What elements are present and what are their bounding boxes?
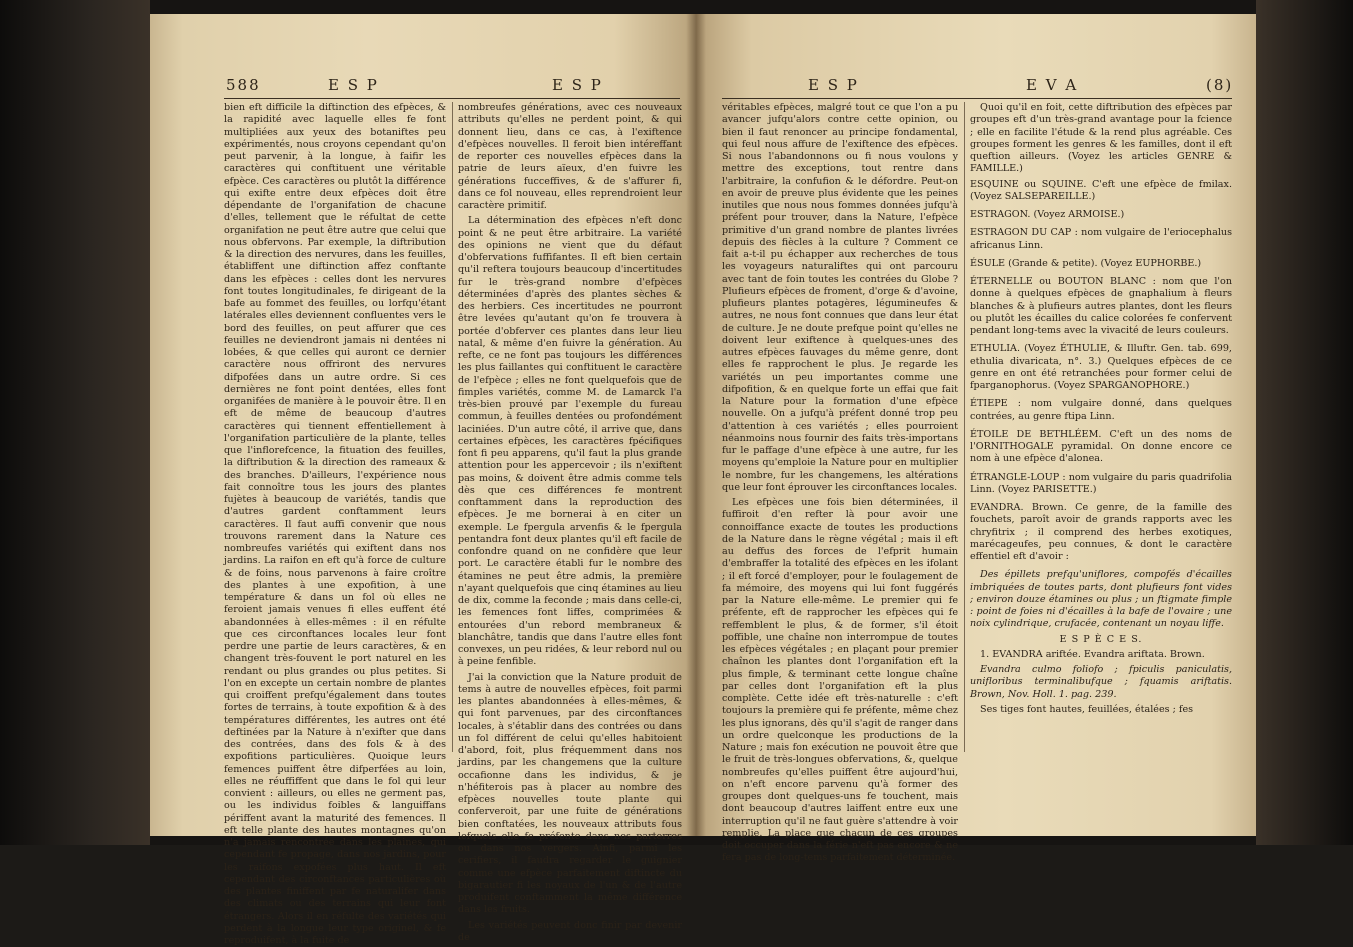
text-column-right <box>970 102 1232 752</box>
text-column-left <box>224 102 446 946</box>
book-gutter <box>686 14 706 836</box>
dictionary-entry: ÉTIEPE : nom vulgaire donné, dans quelques contrées, au genre ftipa Linn. <box>970 398 1232 422</box>
dictionary-entry: ESTRAGON DU CAP : nom vulgaire de l'eriocephalus africanus Linn. <box>970 227 1232 251</box>
running-head: E S P <box>328 76 379 94</box>
genus-character: Des épillets prefqu'uniflores, compofés d'écailles imbriquées de toutes parts, dont plufieurs font vides ; environ douze étamines ou plus ; un ftigmate fimple : point de foies ni d'écailles à la bafe de l'ovaire ; une noix cylindrique, crufacée, contenant un noyau liffe. <box>970 569 1232 630</box>
paragraph: véritables efpèces, malgré tout ce que l'on a pu avancer jufqu'alors contre cette opinion, ou bien il faut renoncer au principe fondamental, qui feul nous affure de l'exiftence des efpèces. Si nous l'abandonnons ou fi nous voulons y mettre des exceptions, tout rentre dans l'arbitraire, la confufion & le défordre. Peut-on en avoir de preuve plus évidente que les peines inutiles que nous nous fommes données jufqu'à préfent pour trouver, dans la Nature, l'efpèce primitive d'un grand nombre de plantes livrées depuis des fiècles à la culture ? Comment ce fait a-t-il pu échapper aux recherches de tous les voyageurs naturaliftes qui ont parcouru avec tant de foin toutes les contrées du Globe ? Plufieurs efpèces de froment, d'orge & d'avoine, plufieurs plantes potagères, légumineufes & autres, ne nous font connues que dans leur état de culture. Je ne doute prefque point qu'elles ne doivent leur exiftence à quelques-unes des autres efpèces fauvages du même genre, dont elles fe rapprochent le plus. Je regarde les variétés un peu importantes comme une difpofition, & en quelque forte un effai que fait la Nature pour la formation d'une efpèce nouvelle. On a jufqu'à préfent donné trop peu d'attention à ces variétés ; elles pourroient néanmoins nous fournir des faits très-importans fur le paffage d'une efpèce à une autre, fur les moyens qu'emploie la Nature pour en multiplier le nombre, fur les changemens, les altérations que leur font éprouver les circonftances locales. <box>722 102 958 493</box>
text-column-left <box>722 102 958 864</box>
header-rule <box>224 98 680 99</box>
dictionary-entry: ETHULIA. (Voyez ÉTHULIE, & Illuftr. Gen. tab. 699, ethulia divaricata, n°. 3.) Quelques efpèces de ce genre en ont été retranchées pour former celui de fparganophorus. (Voyez SPARGANOPHORE.) <box>970 343 1232 391</box>
paragraph: bien eft difficile la diftinction des efpèces, & la rapidité avec laquelle elles fe font multipliées aux yeux des botaniftes peu expérimentés, nous croyons cependant qu'on peut parvenir, à la longue, à faifir les caractères qui conftituent une véritable efpèce. Ces caractères ou plutôt la différence qui exifte entre deux efpèces doit être dépendante de l'organifation de chacune d'elles, tellement que le réfultat de cette organifation ne peut être autre que celui que nous obfervons. Par exemple, la diftribution & la direction des nervures, dans les feuilles, établiffent une diftinction affez conftante dans les efpèces : celles dont les nervures font toutes longitudinales, fe dirigeant de la bafe au fommet des feuilles, ou lorfqu'étant latérales elles deviennent confluentes vers le bord des feuilles, on peut affurer que ces feuilles ne deviendront jamais ni dentées ni lobées, & que celles qui auront ce dernier caractère nous offriront des nervures difpofées dans un autre ordre. Si ces dernières ne font point dentées, elles font organifées de manière à le pouvoir être. Il en eft de même de beaucoup d'autres caractères qui tiennent effentiellement à l'organifation particulière de la plante, telles que l'inflorefcence, la fituation des feuilles, la diftribution & la direction des rameaux & des branches. D'ailleurs, l'expérience nous fait connoître tous les jours des plantes fujètes à beaucoup de variétés, tandis que d'autres gardent conftamment leurs caractères. Il faut auffi convenir que nous trouvons rarement dans la Nature ces nombreufes variétés qui exiftent dans nos jardins. La raifon en eft qu'à force de culture & de foins, nous parvenons à faire croître des plantes à une expofition, à une température & dans un fol où elles ne feroient jamais venues fi elles euffent été abandonnées à elles-mêmes : il en réfulte que ces circonftances locales leur font perdre une partie de leurs caractères, & en changent très-fouvent le port naturel en les rendant ou plus grandes ou plus petites. Si l'on en excepte un certain nombre de plantes qui croiffent prefqu'également dans toutes fortes de terrains, à toute expofition & à des températures différentes, les autres ont été deftinées par la Nature à n'exifter que dans des contrées, dans des fols & à des expofitions particulières. Quoique leurs femences puiffent être difperfées au loin, elles ne réuffiffent que dans le fol qui leur convient : ailleurs, ou elles ne germent pas, ou les individus foibles & languiffans périffent avant la maturité des femences. Il eft telle plante des hautes montagnes qu'on n'a jamais rencontrée dans les plaines, qui cependant fe propage, dans nos jardins, pour les raifons expofées plus haut. Il eft cependant des circonftances particulières où des plantes finiffent par fe naturalifer dans des climats ou des terrains qui leur font étrangers. Alors il en réfulte des variétés qui perdent à la longue leur type originel, & fe reproduifent, à la fuite de <box>224 102 446 946</box>
paragraph: Quoi qu'il en foit, cette diftribution des efpèces par groupes eft d'un très-grand avantage pour la fcience ; elle en facilite l'étude & la rend plus agréable. Ces groupes forment les genres & les familles, dont il eft queftion ailleurs. (Voyez les articles GENRE & FAMILLE.) <box>970 102 1232 175</box>
dictionary-entry: ÉTOILE DE BETHLÉEM. C'eft un des noms de l'ORNITHOGALE pyramidal. On donne encore ce nom à une efpèce d'alonea. <box>970 428 1232 465</box>
dictionary-entry: ESTRAGON. (Voyez ARMOISE.) <box>970 209 1125 220</box>
left-page <box>150 14 696 946</box>
paragraph: Les variétés peuvent donc finir par devenir de <box>458 919 682 943</box>
dictionary-entry: ÉSULE (Grande & petite). (Voyez EUPHORBE.) <box>970 257 1202 269</box>
page-number-right: (8) <box>1206 76 1234 94</box>
text-column-right <box>458 102 682 943</box>
column-divider <box>964 102 965 752</box>
running-head: E V A <box>1026 76 1079 94</box>
running-head: E S P <box>808 76 859 94</box>
paragraph: nombreufes générations, avec ces nouveaux attributs qu'elles ne perdent point, & qui donnent lieu, dans ce cas, à l'exiftence d'efpèces nouvelles. Il feroit bien intéreffant de reporter ces nouvelles efpèces dans la patrie de leurs aïeux, d'en fuivre les générations fucceffives, & de s'affurer fi, dans ce fol nouveau, elles reprendroient leur caractère primitif. <box>458 102 682 211</box>
paragraph: Les efpèces une fois bien déterminées, il fuffiroit d'en refter là pour avoir une connoiffance exacte de toutes les productions de la Nature dans le règne végétal ; mais il eft au deffus des forces de l'efprit humain d'embraffer la totalité des efpèces en les ifolant ; il eft forcé d'employer, pour le foulagement de fa mémoire, des moyens qui lui font fuggérés par la Nature elle-même. Le premier qui fe préfente, eft de rapprocher les efpèces qui fe reffemblent le plus, & de former, s'il étoit poffible, une chaîne non interrompue de toutes les efpèces végétales ; en plaçant pour premier chaînon les plantes dont l'organifation eft la plus fimple, & terminant cette longue chaîne par celles dont l'organifation eft la plus complète. Cette idée eft très-naturelle : c'eft toujours la première qui fe préfente, même chez les plus ignorans, dès qu'il s'agit de ranger dans un ordre quelconque les productions de la Nature ; mais fon exécution ne pouvoit être que le fruit de très-longues obfervations, &, quelque nombreufes qu'elles puiffent être aujourd'hui, on n'eft encore parvenu qu'à former des groupes dont quelques-uns fe touchent, mais dont beaucoup d'autres laiffent entre eux une interruption qu'il ne faut guère s'attendre à voir remplie. La place que chacun de ces groupes doit occuper dans la férie n'eft pas encore & ne fera pas de long-tems parfaitement déterminée. <box>722 497 958 864</box>
species-name: 1. EVANDRA ariftée. Evandra ariftata. Brown. <box>980 648 1205 660</box>
column-divider <box>452 102 453 752</box>
left-book-edge <box>0 0 150 845</box>
right-page <box>696 14 1256 864</box>
right-book-edge <box>1256 0 1353 845</box>
dictionary-entry: EVANDRA. Brown. Ce genre, de la famille des fouchets, paroît avoir de grands rapports avec les chryfitrix ; il comprend des herbes exotiques, marécageufes, peu connues, & dont le caractère effentiel eft d'avoir : <box>970 502 1232 562</box>
paragraph: Ses tiges font hautes, feuillées, étalées ; fes <box>980 703 1194 715</box>
running-head: E S P <box>552 76 603 94</box>
dictionary-entry: ESQUINE ou SQUINE. C'eft une efpèce de fmilax. (Voyez SALSEPAREILLE.) <box>970 178 1232 202</box>
dictionary-entry: ÉTERNELLE ou BOUTON BLANC : nom que l'on donne à quelques efpèces de gnaphalium à fleurs blanches & à plufieurs autres plantes, dont les fleurs ou plutôt les écailles du calice colorées fe confervent pendant long-tems avec la vivacité de leurs couleurs. <box>970 276 1232 336</box>
species-description: Evandra culmo foliofo ; fpiculis paniculatis, unifloribus terminalibufque ; fquamis ariftatis. Brown, Nov. Holl. 1. pag. 239. <box>970 664 1232 700</box>
header-rule <box>722 98 1232 99</box>
page-number-left: 588 <box>226 76 261 94</box>
dictionary-entry: ÉTRANGLE-LOUP : nom vulgaire du paris quadrifolia Linn. (Voyez PARISETTE.) <box>970 471 1232 495</box>
paragraph: La détermination des efpèces n'eft donc point & ne peut être arbitraire. La variété des opinions ne vient que du défaut d'obfervations fuffifantes. Il eft bien certain qu'il reftera toujours beaucoup d'incertitudes fur le très-grand nombre d'efpèces déterminées d'après des plantes sèches & des herbiers. Ces incertitudes ne pourront être levées qu'autant qu'on fe trouvera à portée d'obferver ces plantes dans leur lieu natal, & même d'en fuivre la génération. Au refte, ce ne font pas toujours les différences les plus faillantes qui conftituent le caractère de l'efpèce ; elles ne font quelquefois que de fimples variétés, comme M. de Lamarck l'a très-bien prouvé par l'exemple du fureau commun, à feuilles dentées ou profondément laciniées. D'un autre côté, il arrive que, dans certaines efpèces, les caractères fpécifiques font fi peu apparens, qu'il faut la plus grande attention pour les appercevoir ; ils n'exiftent pas moins, & doivent être admis comme tels dès que ces différences fe montrent conftamment dans la reproduction des efpèces. Je me bornerai à en citer un exemple. Le fpergula arvenfis & le fpergula pentandra font deux plantes qu'il eft facile de confondre quand on ne confidère que leur port. Le caractère établi fur le nombre des étamines ne peut être admis, la première n'ayant quelquefois que cinq étamines au lieu de dix, comme la feconde ; mais dans celle-ci, les femences font liffes, comprimées & entourées d'un rebord membraneux & blanchâtre, tandis que dans l'autre elles font convexes, un peu ridées, & leur rebord nul ou à peine fenfible. <box>458 215 682 668</box>
paragraph: J'ai la conviction que la Nature produit de tems à autre de nouvelles efpèces, foit parmi les plantes abandonnées à elles-mêmes, & qui font parvenues, par des circonftances locales, à s'établir dans des contrées ou dans un fol différent de celui qu'elles habitoient d'abord, foit, plus fréquemment dans nos jardins, par les changemens que la culture occafionne dans les individus, & je n'héfiterois pas à placer au nombre des efpèces nouvelles toute plante qui conferveroit, par une fuite de générations bien conftatées, les nouveaux attributs fous lefquels elle fe préfente dans nos parterres ou dans nos vergers. Ainfi, parmi les cerifiers, il faudra regarder le guignier comme une efpèce parfaitement diftincte du bigarautier fi les noyaux de l'un & de l'autre produifent conftamment la même différence dans les fruits. <box>458 671 682 916</box>
species-heading: E S P È C E S. <box>1059 633 1143 645</box>
